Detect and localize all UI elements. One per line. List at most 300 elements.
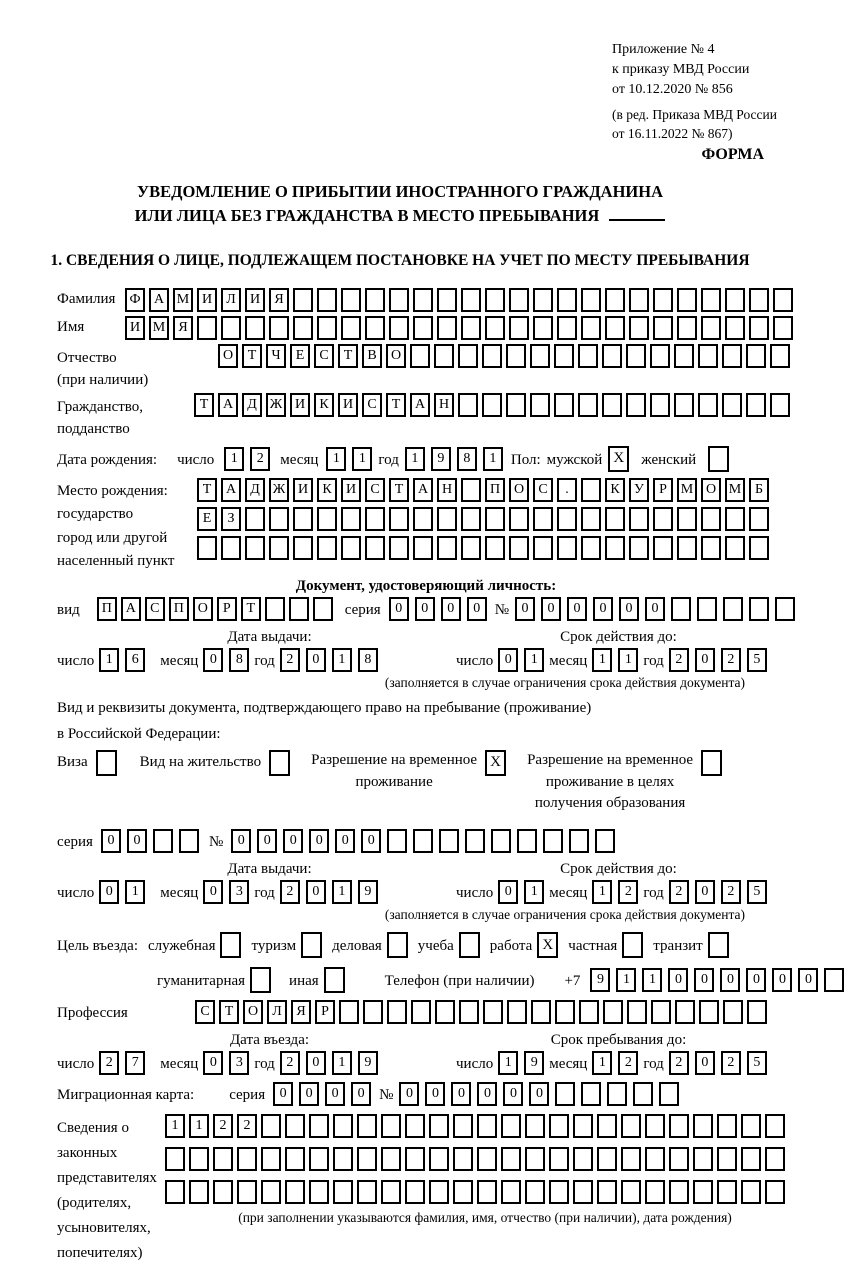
residence-permit-checkbox[interactable] — [269, 750, 290, 776]
char-cell[interactable] — [653, 507, 673, 531]
char-cell[interactable] — [461, 536, 481, 560]
char-cell[interactable] — [317, 507, 337, 531]
char-cell[interactable]: 5 — [747, 648, 767, 672]
char-cell[interactable] — [339, 1000, 359, 1024]
char-cell[interactable] — [747, 1000, 767, 1024]
char-cell[interactable]: 0 — [306, 648, 326, 672]
char-cell[interactable]: З — [221, 507, 241, 531]
temp-residence-checkbox[interactable]: X — [485, 750, 506, 776]
char-cell[interactable] — [439, 829, 459, 853]
char-cell[interactable] — [389, 316, 409, 340]
char-cell[interactable]: И — [338, 393, 358, 417]
char-cell[interactable]: 0 — [335, 829, 355, 853]
char-cell[interactable]: 2 — [669, 1051, 689, 1075]
char-cell[interactable] — [265, 597, 285, 621]
char-cell[interactable]: 1 — [498, 1051, 518, 1075]
char-cell[interactable]: К — [605, 478, 625, 502]
char-cell[interactable]: Р — [653, 478, 673, 502]
char-cell[interactable]: Р — [315, 1000, 335, 1024]
char-cell[interactable] — [626, 393, 646, 417]
char-cell[interactable]: 0 — [695, 880, 715, 904]
char-cell[interactable] — [543, 829, 563, 853]
temp-residence-edu-checkbox[interactable] — [701, 750, 722, 776]
char-cell[interactable] — [465, 829, 485, 853]
char-cell[interactable]: Р — [217, 597, 237, 621]
char-cell[interactable]: 9 — [590, 968, 610, 992]
char-cell[interactable] — [533, 507, 553, 531]
char-cell[interactable]: 9 — [524, 1051, 544, 1075]
char-cell[interactable] — [289, 597, 309, 621]
char-cell[interactable]: 2 — [721, 1051, 741, 1075]
char-cell[interactable] — [237, 1180, 257, 1204]
char-cell[interactable] — [429, 1114, 449, 1138]
char-cell[interactable] — [293, 288, 313, 312]
char-cell[interactable]: П — [169, 597, 189, 621]
char-cell[interactable]: М — [677, 478, 697, 502]
char-cell[interactable]: 0 — [541, 597, 561, 621]
other-checkbox[interactable] — [324, 967, 345, 993]
char-cell[interactable]: 1 — [332, 648, 352, 672]
char-cell[interactable] — [645, 1147, 665, 1171]
char-cell[interactable]: 0 — [694, 968, 714, 992]
char-cell[interactable] — [607, 1082, 627, 1106]
char-cell[interactable]: 0 — [498, 648, 518, 672]
char-cell[interactable]: Б — [749, 478, 769, 502]
char-cell[interactable]: Л — [221, 288, 241, 312]
char-cell[interactable] — [669, 1147, 689, 1171]
char-cell[interactable] — [501, 1180, 521, 1204]
char-cell[interactable]: А — [218, 393, 238, 417]
char-cell[interactable] — [723, 597, 743, 621]
char-cell[interactable]: 2 — [669, 880, 689, 904]
char-cell[interactable]: 0 — [695, 1051, 715, 1075]
char-cell[interactable] — [389, 536, 409, 560]
char-cell[interactable] — [387, 1000, 407, 1024]
char-cell[interactable] — [749, 288, 769, 312]
char-cell[interactable] — [509, 536, 529, 560]
char-cell[interactable] — [413, 288, 433, 312]
char-cell[interactable]: 0 — [503, 1082, 523, 1106]
char-cell[interactable] — [483, 1000, 503, 1024]
char-cell[interactable]: 9 — [431, 447, 451, 471]
char-cell[interactable] — [531, 1000, 551, 1024]
char-cell[interactable]: 2 — [213, 1114, 233, 1138]
char-cell[interactable] — [605, 316, 625, 340]
char-cell[interactable]: Л — [267, 1000, 287, 1024]
char-cell[interactable]: 0 — [389, 597, 409, 621]
char-cell[interactable]: 8 — [229, 648, 249, 672]
char-cell[interactable] — [581, 1082, 601, 1106]
char-cell[interactable] — [549, 1180, 569, 1204]
char-cell[interactable] — [405, 1114, 425, 1138]
char-cell[interactable]: А — [413, 478, 433, 502]
char-cell[interactable] — [381, 1180, 401, 1204]
char-cell[interactable] — [405, 1147, 425, 1171]
char-cell[interactable] — [506, 344, 526, 368]
char-cell[interactable]: 9 — [358, 880, 378, 904]
char-cell[interactable] — [357, 1180, 377, 1204]
char-cell[interactable] — [197, 316, 217, 340]
char-cell[interactable] — [749, 536, 769, 560]
char-cell[interactable]: И — [341, 478, 361, 502]
char-cell[interactable] — [387, 829, 407, 853]
visa-checkbox[interactable] — [96, 750, 117, 776]
char-cell[interactable] — [671, 597, 691, 621]
char-cell[interactable]: Д — [242, 393, 262, 417]
char-cell[interactable] — [597, 1147, 617, 1171]
char-cell[interactable] — [555, 1082, 575, 1106]
char-cell[interactable] — [573, 1114, 593, 1138]
char-cell[interactable] — [749, 316, 769, 340]
char-cell[interactable] — [701, 316, 721, 340]
char-cell[interactable] — [693, 1180, 713, 1204]
char-cell[interactable]: К — [317, 478, 337, 502]
char-cell[interactable]: 0 — [515, 597, 535, 621]
char-cell[interactable] — [746, 344, 766, 368]
char-cell[interactable] — [605, 288, 625, 312]
char-cell[interactable] — [578, 393, 598, 417]
char-cell[interactable] — [357, 1147, 377, 1171]
char-cell[interactable] — [653, 316, 673, 340]
char-cell[interactable] — [333, 1114, 353, 1138]
char-cell[interactable] — [573, 1147, 593, 1171]
char-cell[interactable] — [485, 536, 505, 560]
char-cell[interactable] — [602, 393, 622, 417]
char-cell[interactable] — [677, 507, 697, 531]
char-cell[interactable] — [674, 393, 694, 417]
char-cell[interactable] — [581, 478, 601, 502]
char-cell[interactable] — [677, 316, 697, 340]
char-cell[interactable]: 1 — [592, 1051, 612, 1075]
char-cell[interactable]: И — [245, 288, 265, 312]
char-cell[interactable] — [461, 288, 481, 312]
official-checkbox[interactable] — [220, 932, 241, 958]
char-cell[interactable] — [697, 597, 717, 621]
char-cell[interactable]: И — [125, 316, 145, 340]
char-cell[interactable]: 0 — [273, 1082, 293, 1106]
char-cell[interactable]: П — [97, 597, 117, 621]
char-cell[interactable]: Т — [197, 478, 217, 502]
char-cell[interactable] — [269, 536, 289, 560]
char-cell[interactable] — [507, 1000, 527, 1024]
char-cell[interactable] — [317, 316, 337, 340]
char-cell[interactable] — [477, 1147, 497, 1171]
char-cell[interactable] — [285, 1147, 305, 1171]
char-cell[interactable] — [674, 344, 694, 368]
char-cell[interactable]: О — [386, 344, 406, 368]
char-cell[interactable]: Т — [242, 344, 262, 368]
char-cell[interactable] — [773, 316, 793, 340]
char-cell[interactable] — [725, 507, 745, 531]
char-cell[interactable] — [675, 1000, 695, 1024]
char-cell[interactable] — [309, 1180, 329, 1204]
char-cell[interactable]: А — [221, 478, 241, 502]
tourism-checkbox[interactable] — [301, 932, 322, 958]
char-cell[interactable] — [717, 1114, 737, 1138]
char-cell[interactable] — [435, 1000, 455, 1024]
char-cell[interactable] — [578, 344, 598, 368]
char-cell[interactable]: Ж — [266, 393, 286, 417]
char-cell[interactable]: 5 — [747, 1051, 767, 1075]
char-cell[interactable] — [269, 507, 289, 531]
char-cell[interactable] — [554, 393, 574, 417]
char-cell[interactable] — [245, 536, 265, 560]
char-cell[interactable] — [741, 1147, 761, 1171]
humanitarian-checkbox[interactable] — [250, 967, 271, 993]
char-cell[interactable] — [717, 1147, 737, 1171]
char-cell[interactable] — [261, 1114, 281, 1138]
char-cell[interactable]: 1 — [616, 968, 636, 992]
char-cell[interactable]: Ф — [125, 288, 145, 312]
char-cell[interactable] — [341, 536, 361, 560]
char-cell[interactable]: 2 — [669, 648, 689, 672]
char-cell[interactable]: 8 — [358, 648, 378, 672]
char-cell[interactable] — [698, 344, 718, 368]
char-cell[interactable] — [765, 1114, 785, 1138]
char-cell[interactable]: 6 — [125, 648, 145, 672]
char-cell[interactable] — [293, 536, 313, 560]
char-cell[interactable] — [773, 288, 793, 312]
char-cell[interactable] — [693, 1147, 713, 1171]
char-cell[interactable]: Ч — [266, 344, 286, 368]
char-cell[interactable] — [525, 1114, 545, 1138]
char-cell[interactable] — [437, 316, 457, 340]
char-cell[interactable] — [621, 1180, 641, 1204]
char-cell[interactable] — [333, 1147, 353, 1171]
char-cell[interactable]: 0 — [231, 829, 251, 853]
char-cell[interactable]: 1 — [642, 968, 662, 992]
char-cell[interactable]: 2 — [618, 1051, 638, 1075]
char-cell[interactable] — [261, 1147, 281, 1171]
char-cell[interactable] — [221, 316, 241, 340]
char-cell[interactable]: О — [218, 344, 238, 368]
char-cell[interactable] — [453, 1147, 473, 1171]
char-cell[interactable] — [410, 344, 430, 368]
char-cell[interactable]: 0 — [309, 829, 329, 853]
char-cell[interactable]: Т — [386, 393, 406, 417]
char-cell[interactable] — [605, 536, 625, 560]
char-cell[interactable] — [477, 1114, 497, 1138]
char-cell[interactable]: 1 — [189, 1114, 209, 1138]
char-cell[interactable]: 3 — [229, 880, 249, 904]
female-checkbox[interactable] — [708, 446, 729, 472]
char-cell[interactable] — [189, 1147, 209, 1171]
char-cell[interactable] — [411, 1000, 431, 1024]
char-cell[interactable] — [701, 288, 721, 312]
char-cell[interactable] — [581, 507, 601, 531]
char-cell[interactable] — [533, 316, 553, 340]
char-cell[interactable] — [341, 316, 361, 340]
char-cell[interactable] — [437, 507, 457, 531]
char-cell[interactable]: 0 — [101, 829, 121, 853]
char-cell[interactable] — [530, 344, 550, 368]
char-cell[interactable] — [555, 1000, 575, 1024]
char-cell[interactable] — [530, 393, 550, 417]
char-cell[interactable]: 0 — [798, 968, 818, 992]
char-cell[interactable] — [313, 597, 333, 621]
char-cell[interactable]: Т — [219, 1000, 239, 1024]
char-cell[interactable] — [573, 1180, 593, 1204]
char-cell[interactable]: О — [701, 478, 721, 502]
char-cell[interactable] — [245, 507, 265, 531]
char-cell[interactable]: С — [145, 597, 165, 621]
char-cell[interactable] — [501, 1114, 521, 1138]
male-checkbox[interactable]: X — [608, 446, 629, 472]
char-cell[interactable]: 1 — [524, 648, 544, 672]
char-cell[interactable]: 0 — [361, 829, 381, 853]
char-cell[interactable]: 0 — [415, 597, 435, 621]
char-cell[interactable]: 2 — [99, 1051, 119, 1075]
char-cell[interactable]: 0 — [299, 1082, 319, 1106]
char-cell[interactable]: 0 — [746, 968, 766, 992]
char-cell[interactable]: 2 — [280, 1051, 300, 1075]
char-cell[interactable]: Т — [194, 393, 214, 417]
char-cell[interactable] — [165, 1180, 185, 1204]
char-cell[interactable] — [549, 1114, 569, 1138]
char-cell[interactable]: 0 — [477, 1082, 497, 1106]
char-cell[interactable] — [653, 288, 673, 312]
char-cell[interactable] — [485, 507, 505, 531]
char-cell[interactable] — [749, 597, 769, 621]
char-cell[interactable] — [677, 536, 697, 560]
char-cell[interactable]: 0 — [619, 597, 639, 621]
char-cell[interactable] — [579, 1000, 599, 1024]
char-cell[interactable]: 1 — [483, 447, 503, 471]
char-cell[interactable] — [413, 316, 433, 340]
char-cell[interactable] — [245, 316, 265, 340]
char-cell[interactable] — [365, 536, 385, 560]
char-cell[interactable] — [221, 536, 241, 560]
char-cell[interactable] — [389, 288, 409, 312]
char-cell[interactable]: 0 — [127, 829, 147, 853]
char-cell[interactable]: 2 — [618, 880, 638, 904]
char-cell[interactable] — [698, 393, 718, 417]
char-cell[interactable] — [437, 288, 457, 312]
char-cell[interactable] — [629, 507, 649, 531]
char-cell[interactable] — [213, 1180, 233, 1204]
char-cell[interactable] — [365, 507, 385, 531]
char-cell[interactable] — [557, 507, 577, 531]
char-cell[interactable]: 1 — [332, 880, 352, 904]
char-cell[interactable]: 0 — [695, 648, 715, 672]
char-cell[interactable]: М — [725, 478, 745, 502]
char-cell[interactable] — [650, 344, 670, 368]
char-cell[interactable] — [629, 316, 649, 340]
char-cell[interactable] — [824, 968, 844, 992]
char-cell[interactable]: 0 — [451, 1082, 471, 1106]
char-cell[interactable]: Е — [290, 344, 310, 368]
char-cell[interactable]: 1 — [224, 447, 244, 471]
char-cell[interactable]: 0 — [467, 597, 487, 621]
char-cell[interactable] — [595, 829, 615, 853]
char-cell[interactable]: 3 — [229, 1051, 249, 1075]
char-cell[interactable] — [189, 1180, 209, 1204]
char-cell[interactable] — [381, 1114, 401, 1138]
char-cell[interactable]: 0 — [772, 968, 792, 992]
char-cell[interactable] — [557, 536, 577, 560]
char-cell[interactable] — [602, 344, 622, 368]
char-cell[interactable]: Т — [241, 597, 261, 621]
char-cell[interactable] — [461, 316, 481, 340]
char-cell[interactable] — [621, 1114, 641, 1138]
char-cell[interactable]: В — [362, 344, 382, 368]
char-cell[interactable] — [581, 288, 601, 312]
char-cell[interactable]: Я — [173, 316, 193, 340]
char-cell[interactable] — [458, 344, 478, 368]
char-cell[interactable] — [557, 288, 577, 312]
char-cell[interactable] — [365, 316, 385, 340]
char-cell[interactable] — [549, 1147, 569, 1171]
char-cell[interactable]: 0 — [203, 1051, 223, 1075]
char-cell[interactable] — [597, 1180, 617, 1204]
char-cell[interactable] — [701, 507, 721, 531]
char-cell[interactable]: 0 — [203, 880, 223, 904]
char-cell[interactable] — [285, 1180, 305, 1204]
char-cell[interactable] — [597, 1114, 617, 1138]
char-cell[interactable] — [381, 1147, 401, 1171]
char-cell[interactable] — [333, 1180, 353, 1204]
char-cell[interactable]: 1 — [524, 880, 544, 904]
char-cell[interactable] — [153, 829, 173, 853]
char-cell[interactable] — [765, 1180, 785, 1204]
char-cell[interactable]: 0 — [306, 1051, 326, 1075]
transit-checkbox[interactable] — [708, 932, 729, 958]
char-cell[interactable] — [629, 536, 649, 560]
char-cell[interactable]: 5 — [747, 880, 767, 904]
char-cell[interactable] — [569, 829, 589, 853]
char-cell[interactable]: А — [410, 393, 430, 417]
char-cell[interactable]: К — [314, 393, 334, 417]
char-cell[interactable] — [517, 829, 537, 853]
char-cell[interactable] — [699, 1000, 719, 1024]
char-cell[interactable] — [285, 1114, 305, 1138]
char-cell[interactable]: 1 — [326, 447, 346, 471]
char-cell[interactable]: 2 — [280, 648, 300, 672]
char-cell[interactable] — [477, 1180, 497, 1204]
char-cell[interactable]: 1 — [125, 880, 145, 904]
char-cell[interactable]: 1 — [618, 648, 638, 672]
char-cell[interactable]: И — [290, 393, 310, 417]
char-cell[interactable]: 1 — [592, 880, 612, 904]
char-cell[interactable] — [341, 288, 361, 312]
char-cell[interactable]: 8 — [457, 447, 477, 471]
char-cell[interactable] — [309, 1114, 329, 1138]
char-cell[interactable] — [701, 536, 721, 560]
char-cell[interactable] — [293, 507, 313, 531]
char-cell[interactable] — [293, 316, 313, 340]
char-cell[interactable] — [165, 1147, 185, 1171]
char-cell[interactable] — [717, 1180, 737, 1204]
char-cell[interactable]: 1 — [165, 1114, 185, 1138]
char-cell[interactable] — [741, 1114, 761, 1138]
char-cell[interactable] — [557, 316, 577, 340]
char-cell[interactable] — [506, 393, 526, 417]
char-cell[interactable]: 0 — [425, 1082, 445, 1106]
char-cell[interactable] — [459, 1000, 479, 1024]
char-cell[interactable]: О — [193, 597, 213, 621]
private-checkbox[interactable] — [622, 932, 643, 958]
char-cell[interactable] — [581, 316, 601, 340]
char-cell[interactable]: 1 — [352, 447, 372, 471]
char-cell[interactable] — [461, 478, 481, 502]
char-cell[interactable] — [677, 288, 697, 312]
char-cell[interactable] — [509, 316, 529, 340]
char-cell[interactable]: П — [485, 478, 505, 502]
char-cell[interactable] — [341, 507, 361, 531]
char-cell[interactable]: 0 — [351, 1082, 371, 1106]
char-cell[interactable]: М — [149, 316, 169, 340]
char-cell[interactable]: 0 — [498, 880, 518, 904]
